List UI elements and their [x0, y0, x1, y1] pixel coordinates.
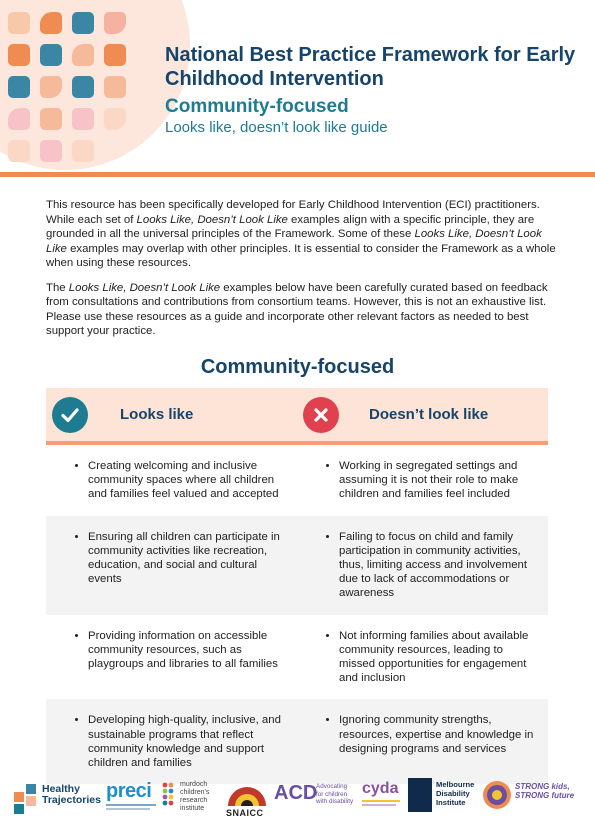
- snaicc-logo: [222, 778, 272, 826]
- healthy-logo-text: Healthy: [42, 783, 80, 795]
- healthy-trajectories-icon: [14, 784, 38, 814]
- header-divider: [0, 172, 595, 177]
- page-subtitle: Community-focused: [165, 96, 349, 117]
- trajectories-logo-text: Trajectories: [42, 794, 101, 806]
- table-row: [46, 615, 548, 700]
- cross-icon: [303, 397, 339, 433]
- check-icon: [52, 397, 88, 433]
- page-tagline: Looks like, doesn’t look like guide: [165, 119, 388, 136]
- header: [0, 0, 595, 176]
- strong-future-text: STRONG future: [515, 791, 575, 800]
- murdoch-text: children's: [180, 789, 210, 796]
- looks-like-header: Looks like: [120, 406, 194, 423]
- doesnt-look-like-cell: [297, 516, 548, 615]
- page-title: National Best Practice Framework for Early Childhood Intervention: [165, 44, 576, 90]
- cyda-logo-text: cyda: [362, 780, 399, 797]
- doesnt-look-like-item: • Working in segregated settings and assuming it is not their role to make children and families feel included: [339, 459, 536, 502]
- acd-tagline: with disability: [316, 798, 354, 805]
- intro-paragraph-1: [46, 198, 556, 271]
- acd-tagline: Advocating: [316, 783, 348, 790]
- looks-like-item: • Creating welcoming and inclusive community spaces where all children and families feel valued and accepted: [88, 459, 285, 502]
- murdoch-logo: [162, 780, 218, 824]
- doesnt-look-like-header-cell: [297, 388, 548, 441]
- acd-logo-text: ACD: [274, 782, 318, 804]
- looks-like-cell: [46, 445, 297, 516]
- melbourne-text: Disability: [436, 789, 470, 798]
- acd-logo: [274, 780, 358, 820]
- table-row: [46, 445, 548, 516]
- healthy-trajectories-logo: [14, 782, 104, 822]
- intro-text-run: The: [46, 281, 69, 294]
- strong-kids-text: STRONG kids,: [515, 782, 570, 791]
- cyda-logo: [362, 780, 406, 820]
- section-heading: Community-focused: [200, 356, 395, 378]
- intro-paragraph-2: [46, 281, 556, 339]
- snaicc-emblem-icon: [226, 778, 268, 808]
- looks-like-item: • Providing information on accessible community resources, such as playgroups and libraries to all families: [88, 629, 285, 672]
- doesnt-look-like-item: • Ignoring community strengths, resources, expertise and knowledge in designing programs and services: [339, 713, 536, 756]
- intro-emphasis: Looks Like, Doesn’t Look Like: [46, 228, 542, 255]
- looks-like-item: • Ensuring all children can participate in community activities like recreation, education, and social and cultural events: [88, 530, 285, 587]
- intro-text-run: examples below have been carefully curated based on feedback from consultations and contributions from consortium teams. However, this is not an exhaustive list. Please use these resources as a guide and incorporate other relevant factors as needed to best support your practice.: [46, 281, 548, 337]
- looks-like-cell: [46, 516, 297, 615]
- melbourne-text: Institute: [436, 798, 466, 807]
- murdoch-text: research: [180, 797, 208, 804]
- doesnt-look-like-cell: [297, 445, 548, 516]
- looks-like-cell: [46, 615, 297, 700]
- snaicc-logo-text: SNAICC: [226, 808, 264, 818]
- table-row: [46, 516, 548, 615]
- acd-tagline: for children: [316, 790, 348, 798]
- strong-kids-logo: [482, 778, 590, 822]
- doesnt-look-like-item: • Not informing families about available community resources, leading to missed opportunities for engagement and inclusion: [339, 629, 536, 686]
- intro-emphasis: Looks Like, Doesn’t Look Like: [68, 281, 221, 294]
- intro-text-run: This resource has been specifically developed for Early Childhood Intervention (ECI) practitioners. While each set of: [46, 199, 540, 226]
- doesnt-look-like-cell: [297, 615, 548, 700]
- intro-text: [46, 198, 556, 349]
- doesnt-look-like-item: • Failing to focus on child and family participation in community activities, thus, limiting access and involvement due to lack of accommodations or awareness: [339, 530, 536, 601]
- intro-text-run: examples may overlap with other principles. It is essential to consider the Framework as a whole when using these resources.: [46, 242, 556, 269]
- intro-text-run: examples align with a specific principle, they are grounded in all the universal principles of the Framework. Some of these: [46, 213, 535, 240]
- preci-logo-text: preci: [106, 780, 152, 802]
- melbourne-disability-institute-logo: [408, 778, 480, 826]
- looks-like-item: • Developing high-quality, inclusive, and sustainable programs that reflect community knowledge and support children and families: [88, 713, 285, 770]
- table-header: [46, 388, 548, 445]
- doesnt-look-like-header: Doesn’t look like: [369, 406, 489, 423]
- university-crest-icon: [408, 778, 432, 812]
- preci-logo: [106, 780, 160, 820]
- partner-logos: [0, 768, 595, 838]
- murdoch-dots-icon: [162, 782, 178, 810]
- murdoch-text: institute: [180, 805, 205, 812]
- strong-kids-emblem-icon: [482, 780, 512, 810]
- comparison-table: [46, 388, 548, 784]
- melbourne-text: Melbourne: [436, 780, 475, 789]
- intro-emphasis: Looks Like, Doesn’t Look Like: [136, 213, 288, 226]
- murdoch-text: murdoch: [180, 781, 208, 788]
- looks-like-header-cell: [46, 388, 297, 441]
